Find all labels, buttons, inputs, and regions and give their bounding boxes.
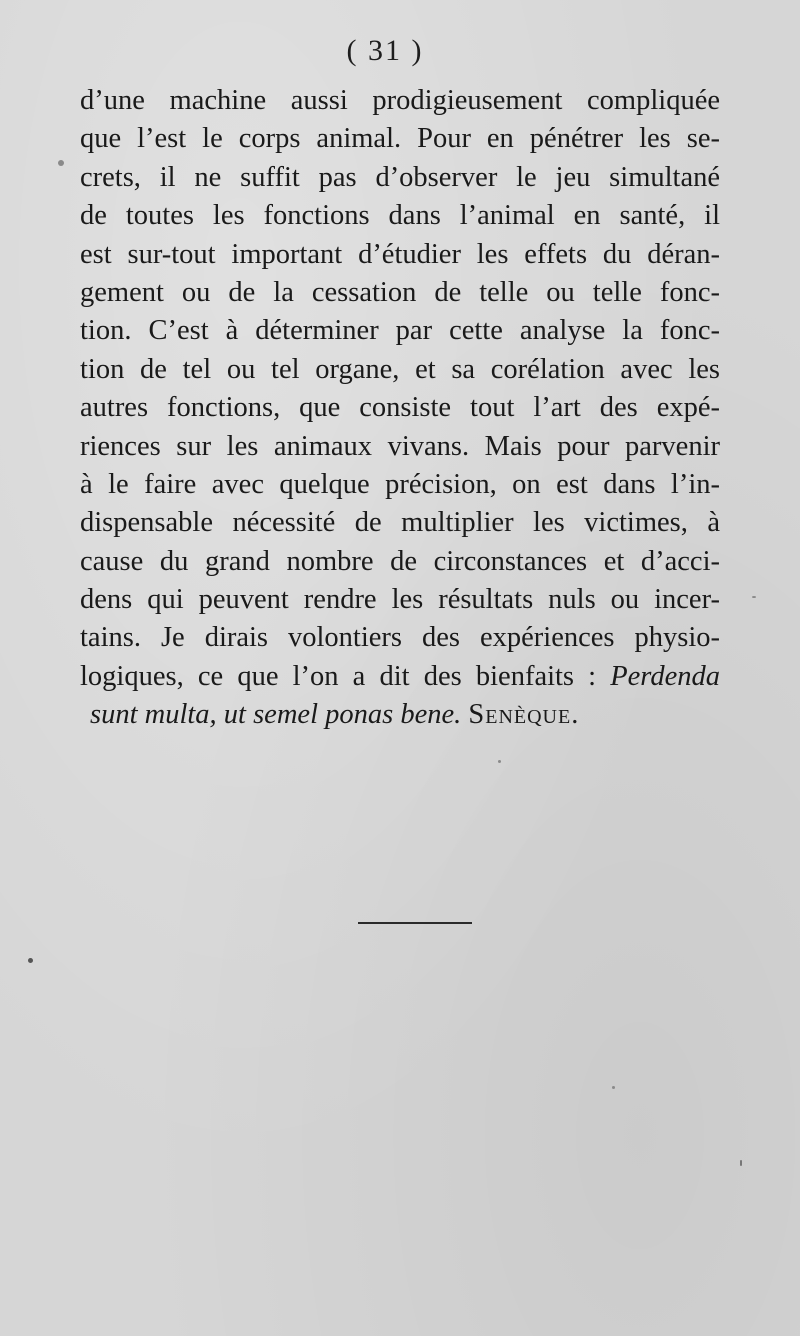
text-line-8: tion de tel ou tel organe, et sa corélation avec les: [80, 353, 720, 385]
quote-attribution: Senèque.: [468, 699, 580, 731]
paper-speck: [740, 1160, 742, 1166]
paper-speck: [28, 958, 33, 963]
text-line-16: [80, 658, 720, 696]
paper-speck: [752, 596, 756, 598]
paper-speck: [498, 760, 501, 763]
text-line-16-roman: logiques, ce que l’on a dit des bienfaits :: [80, 660, 597, 692]
text-line-9: autres fonctions, que consiste tout l’art des expé-: [80, 392, 720, 424]
text-line-13: cause du grand nombre de circonstances et d’acci-: [80, 545, 720, 577]
text-line-17: [80, 696, 720, 734]
text-line-4: de toutes les fonctions dans l’animal en santé, il: [80, 200, 720, 232]
text-line-14: dens qui peuvent rendre les résultats nuls ou incer-: [80, 584, 720, 616]
text-line-3: crets, il ne suffit pas d’observer le jeu simultané: [80, 161, 720, 193]
text-line-11: à le faire avec quelque précision, on est dans l’in-: [80, 468, 720, 500]
text-line-2: que l’est le corps animal. Pour en pénétrer les se-: [80, 123, 720, 155]
text-line-7: tion. C’est à déterminer par cette analyse la fonc-: [80, 315, 720, 347]
paper-speck: [58, 160, 64, 166]
text-line-6: gement ou de la cessation de telle ou telle fonc-: [80, 276, 720, 308]
section-end-rule: [358, 922, 472, 924]
paper-speck: [612, 1086, 615, 1089]
text-line-5: est sur-tout important d’étudier les effets du déran-: [80, 238, 720, 270]
text-line-1: d’une machine aussi prodigieusement compliquée: [80, 85, 720, 116]
latin-quote-end: sunt multa, ut semel ponas bene.: [90, 699, 462, 731]
latin-quote-start: Perdenda: [610, 660, 720, 692]
page-number: ( 31 ): [346, 34, 424, 67]
main-paragraph: [80, 82, 720, 735]
text-line-10: riences sur les animaux vivans. Mais pour parvenir: [80, 430, 720, 462]
text-line-12: dispensable nécessité de multiplier les victimes, à: [80, 507, 720, 539]
text-line-15: tains. Je dirais volontiers des expériences physio-: [80, 622, 720, 654]
